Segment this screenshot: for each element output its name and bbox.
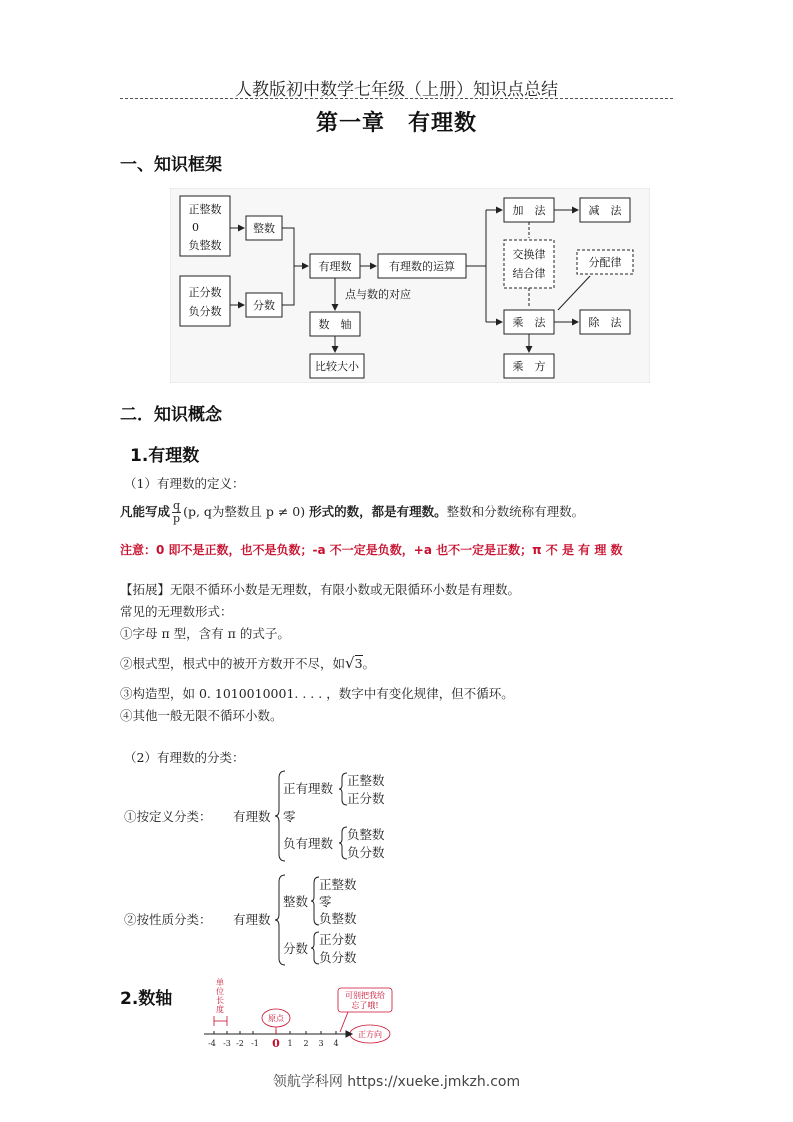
def-fraction [172,500,181,525]
tick-label-zero: 0 [272,1037,280,1050]
box-frac-line1: 正分数 [188,286,222,299]
box-int-line1: 正整数 [188,203,222,216]
box-frac-line2: 负分数 [188,305,222,318]
expand-line4 [120,654,375,672]
expand-line2: 常见的无理数形式： [120,604,233,619]
box-bijiao-label: 比较大小 [315,360,359,373]
direction-label: 正方向 [358,1030,382,1039]
class-def-neg-item2: 负分数 [347,845,385,860]
expand-line5: ③构造型，如 0. 1010010001. . . . ，数字中有变化规律，但不循环。 [120,686,514,701]
expand-line3: ①字母 π 型，含有 π 的式子。 [120,626,290,641]
class-prop-label: ②按性质分类： [124,912,212,927]
box-chengfang-label: 乘 方 [512,360,546,373]
box-chu-label: 除 法 [588,316,622,329]
tick-label-4: 4 [333,1039,339,1048]
class-label: （2）有理数的分类： [124,750,245,765]
page-header: 人教版初中数学七年级（上册）知识点总结 [235,80,558,100]
sub1-title: 1.有理数 [130,446,200,466]
class-def-pos: 正有理数 [283,781,334,796]
tick-label-neg2: -2 [236,1039,244,1048]
expand-line4-suffix: 。 [362,656,376,671]
class-prop-frac: 分数 [283,941,309,956]
box-fractions [180,276,230,326]
tick-label-2: 2 [303,1039,309,1048]
class-def-neg: 负有理数 [283,836,334,851]
tick-label-3: 3 [318,1039,324,1048]
knowledge-framework-diagram [170,188,650,383]
box-int-line2: 0 [192,221,199,234]
tick-label-1: 1 [287,1039,293,1048]
correspond-label: 点与数的对应 [345,288,411,301]
box-fenpei-label: 分配律 [588,256,622,269]
box-zhengshu-label: 整数 [253,222,275,235]
box-jia-label: 加 法 [512,204,546,217]
class-prop-int-item1: 正整数 [319,877,357,892]
class-prop-frac-item2: 负分数 [319,950,357,965]
bubble-line2: 忘了哦! [351,1001,379,1010]
tick-label-neg3: -3 [223,1039,231,1048]
box-youlishu-label: 有理数 [318,260,352,273]
def-rest: 整数和分数统称有理数。 [446,504,585,519]
class-prop-int-item3: 负整数 [319,911,357,926]
origin-label: 原点 [268,1014,284,1023]
class-prop-int: 整数 [283,894,309,909]
header-divider [120,98,673,99]
def-frac-num: q [173,499,181,512]
def-frac-den: p [173,512,181,525]
expand-line6: ④其他一般无限不循环小数。 [120,708,283,723]
box-yunsuan-label: 有理数的运算 [389,260,455,273]
class-def-pos-item2: 正分数 [347,791,385,806]
sqrt-symbol: √ [345,654,355,672]
class-def-neg-item1: 负整数 [347,827,385,842]
section1-title: 一、知识框架 [120,155,222,175]
bubble-line1: 可别把我给 [345,991,385,1000]
class-prop-frac-item1: 正分数 [319,932,357,947]
def-bold-prefix: 凡能写成 [120,504,171,519]
sub2-title: 2.数轴 [120,989,173,1009]
class-prop-root: 有理数 [233,912,271,927]
tick-label-neg4: -4 [208,1039,216,1048]
class-prop-int-item2: 零 [319,894,332,909]
box-law-line2: 结合律 [512,267,546,280]
def-condition: (p, q为整数且 p ≠ 0) [183,504,306,519]
def-label: （1）有理数的定义： [124,476,245,491]
section2-title: 二．知识概念 [120,405,222,425]
sqrt-radicand: 3 [354,656,363,671]
box-cheng-label: 乘 法 [512,316,546,329]
expand-line1: 【拓展】无限不循环小数是无理数，有限小数或无限循环小数是有理数。 [120,582,521,597]
box-jian-label: 减 法 [588,204,622,217]
class-def-root: 有理数 [233,809,271,824]
unit-label-1: 单 [216,978,224,987]
tick-label-neg1: -1 [251,1039,259,1048]
box-fenshu-label: 分数 [253,299,275,312]
number-line-diagram [200,976,400,1050]
unit-label-3: 长 [216,996,224,1005]
class-def-zero: 零 [283,809,296,824]
unit-label-2: 位 [216,987,224,996]
box-law-line1: 交换律 [512,248,546,261]
chapter-title: 第一章 有理数 [315,111,477,136]
class-def-label: ①按定义分类： [124,809,212,824]
box-shuzhou-label: 数 轴 [318,318,352,331]
expand-line4-prefix: ②根式型，根式中的被开方数开不尽，如 [120,656,346,671]
note-text: 注意：0 即不是正数，也不是负数；-a 不一定是负数，+a 也不一定是正数；π 不 是 有 理 数 [120,543,623,557]
definition-line [120,500,584,525]
page-footer: 领航学科网 https://xueke.jmkzh.com [272,1074,521,1090]
unit-label-4: 度 [216,1005,224,1014]
class-def-pos-item1: 正整数 [347,773,385,788]
def-bold-mid: 形式的数，都是有理数。 [309,504,447,519]
box-int-line3: 负整数 [188,239,222,252]
